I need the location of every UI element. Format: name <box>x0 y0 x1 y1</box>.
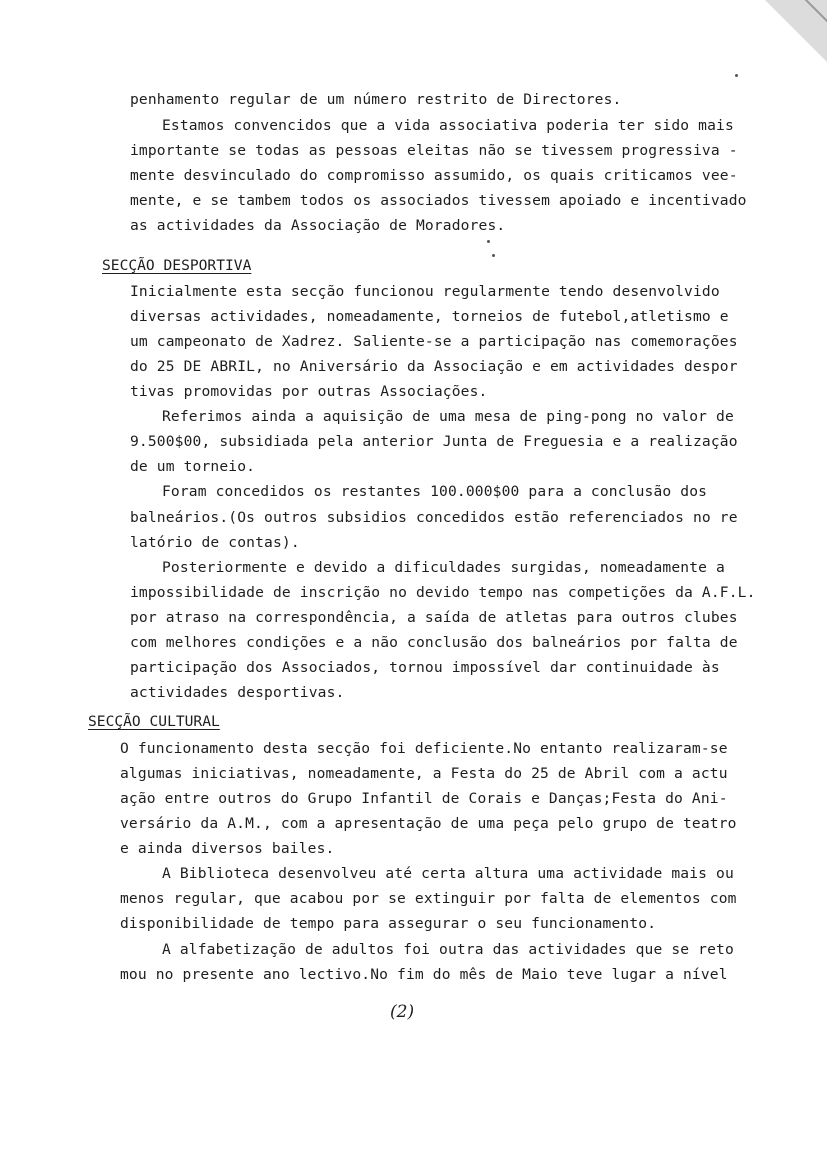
text-line: A alfabetização de adultos foi outra das actividades que se reto <box>162 941 734 958</box>
text-line: menos regular, que acabou por se extinguir por falta de elementos com <box>120 890 737 907</box>
text-line: Posteriormente e devido a dificuldades surgidas, nomeadamente a <box>162 559 725 576</box>
text-line: versário da A.M., com a apresentação de uma peça pelo grupo de teatro <box>120 815 737 832</box>
page-number: (2) <box>390 1002 415 1022</box>
text-line: mou no presente ano lectivo.No fim do mês de Maio teve lugar a nível <box>120 966 728 983</box>
text-line: mente desvinculado do compromisso assumido, os quais criticamos vee- <box>130 167 738 184</box>
text-line: participação dos Associados, tornou impossível dar continuidade às <box>130 659 720 676</box>
text-line: actividades desportivas. <box>130 684 345 701</box>
text-line: disponibilidade de tempo para assegurar o seu funcionamento. <box>120 915 657 932</box>
text-line: um campeonato de Xadrez. Saliente-se a participação nas comemorações <box>130 333 738 350</box>
text-line: latório de contas). <box>130 534 300 551</box>
text-line: O funcionamento desta secção foi deficiente.No entanto realizaram-se <box>120 740 728 757</box>
text-line: 9.500$00, subsidiada pela anterior Junta de Freguesia e a realização <box>130 433 738 450</box>
text-line: de um torneio. <box>130 458 256 475</box>
text-line: Inicialmente esta secção funcionou regularmente tendo desenvolvido <box>130 283 720 300</box>
text-line: tivas promovidas por outras Associações. <box>130 383 488 400</box>
text-line: importante se todas as pessoas eleitas não se tivessem progressiva - <box>130 142 738 159</box>
paper-speck <box>492 254 495 257</box>
text-line: do 25 DE ABRIL, no Aniversário da Associação e em actividades despor <box>130 358 738 375</box>
paper-speck <box>735 74 738 77</box>
text-line: Foram concedidos os restantes 100.000$00 para a conclusão dos <box>162 483 708 500</box>
section-heading: SECÇÃO DESPORTIVA <box>102 257 252 274</box>
text-line: Estamos convencidos que a vida associativa poderia ter sido mais <box>162 117 734 134</box>
section-heading: SECÇÃO CULTURAL <box>88 713 220 730</box>
text-line: Referimos ainda a aquisição de uma mesa de ping-pong no valor de <box>162 408 734 425</box>
text-line: mente, e se tambem todos os associados tivessem apoiado e incentivado <box>130 192 747 209</box>
text-line: algumas iniciativas, nomeadamente, a Festa do 25 de Abril com a actu <box>120 765 728 782</box>
text-line: por atraso na correspondência, a saída de atletas para outros clubes <box>130 609 738 626</box>
text-line: e ainda diversos bailes. <box>120 840 335 857</box>
paper-speck <box>487 240 490 243</box>
text-line: as actividades da Associação de Moradores. <box>130 217 506 234</box>
text-line: diversas actividades, nomeadamente, torneios de futebol,atletismo e <box>130 308 729 325</box>
text-line: A Biblioteca desenvolveu até certa altura uma actividade mais ou <box>162 865 734 882</box>
text-line: ação entre outros do Grupo Infantil de Corais e Danças;Festa do Ani- <box>120 790 728 807</box>
text-line: balneários.(Os outros subsidios concedidos estão referenciados no re <box>130 509 738 526</box>
text-line: penhamento regular de um número restrito de Directores. <box>130 91 622 108</box>
text-line: com melhores condições e a não conclusão dos balneários por falta de <box>130 634 738 651</box>
text-line: impossibilidade de inscrição no devido tempo nas competições da A.F.L. <box>130 584 756 601</box>
